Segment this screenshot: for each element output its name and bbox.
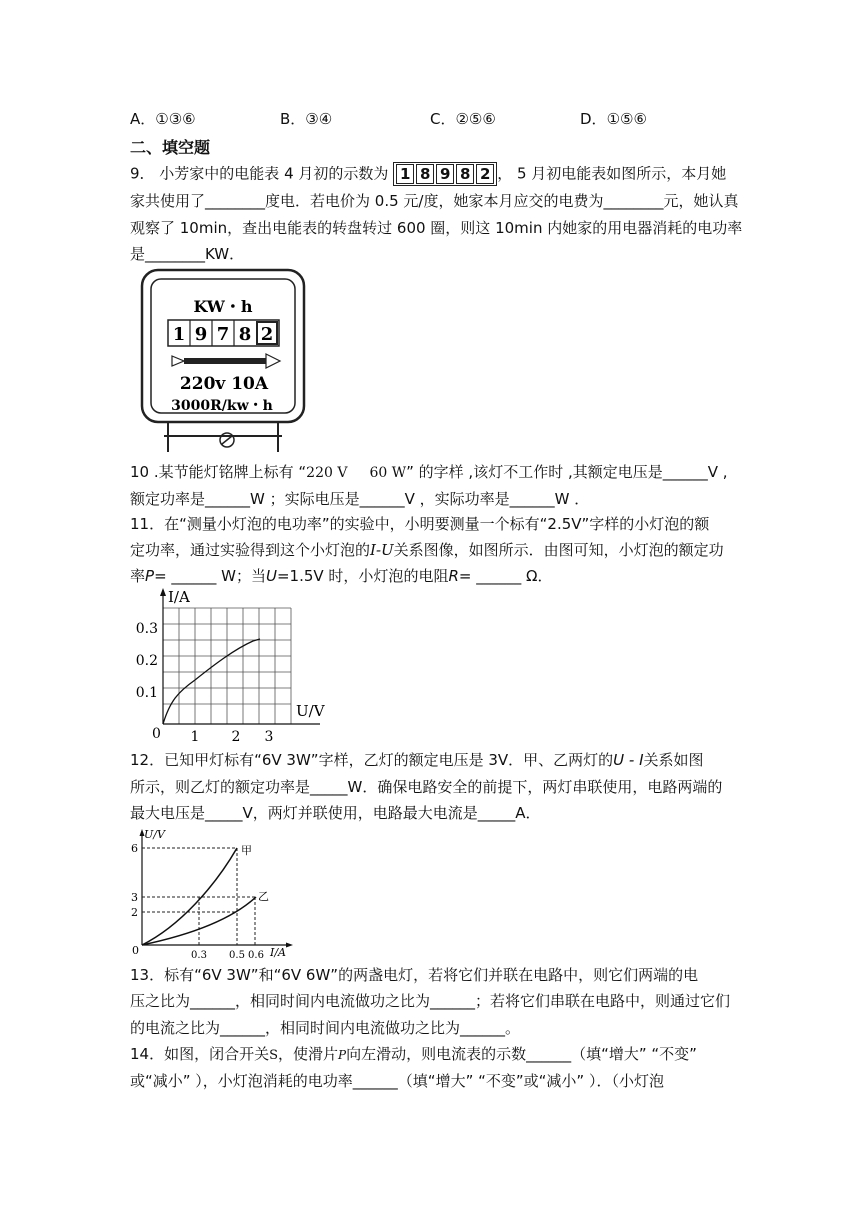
meter-rating: 220v 10A xyxy=(179,374,269,394)
option-a: A．①③⑥ xyxy=(130,110,196,128)
chart-iu-xtick: 2 xyxy=(231,729,241,744)
option-d: D．①⑤⑥ xyxy=(580,110,647,128)
meter-digit-4: 8 xyxy=(238,324,252,345)
q9-line1: 9． 小芳家中的电能表 4 月初的示数为 1 8 9 8 2 ， 5 月初电能表如图所示，本月她 xyxy=(130,162,726,186)
chart-iu-origin: 0 xyxy=(152,726,161,742)
chart-ui-origin: 0 xyxy=(132,944,139,957)
chart-iu-xtick: 1 xyxy=(190,729,200,744)
april-meter-reading: 1 8 9 8 2 xyxy=(393,162,497,186)
meter-disc-arrow xyxy=(172,354,280,368)
chart-ui-ytick: 6 xyxy=(131,842,138,855)
chart-ui-series-jia: 甲 xyxy=(241,844,252,857)
q11-line1: 11．在“测量小灯泡的电功率”的实验中，小明要测量一个标有“2.5V”字样的小灯泡的额 xyxy=(130,515,710,533)
meter-digit-5: 2 xyxy=(260,324,274,345)
q12-line1: 12．已知甲灯标有“6V 3W”字样，乙灯的额定电压是 3V．甲、乙两灯的U - I关系如图 xyxy=(130,751,704,769)
chart-ui-xtick: 0.5 xyxy=(229,950,245,961)
chart-iu-xlabel: U/V xyxy=(296,702,325,720)
chart-ui xyxy=(130,826,300,962)
chart-ui-ytick: 2 xyxy=(131,906,138,919)
chart-ui-xlabel: I/A xyxy=(270,946,286,959)
chart-ui-xtick: 0.6 xyxy=(248,950,264,961)
meter-digits xyxy=(168,320,279,346)
q13-line3: 的电流之比为______，相同时间内电流做功之比为______。 xyxy=(130,1019,521,1037)
meter-digit-1: 1 xyxy=(172,324,186,345)
q10-line1: 10 .某节能灯铭牌上标有 “220 V 60 W” 的字样 ,该灯不工作时 ,其额定电压是______V , xyxy=(130,463,728,481)
chart-ui-guides xyxy=(142,848,255,945)
option-b: B．③④ xyxy=(280,110,333,128)
q9-line4: 是________KW． xyxy=(130,245,245,263)
meter-digit-2: 9 xyxy=(194,324,208,345)
energy-meter-figure xyxy=(140,268,306,454)
q12-line2: 所示，则乙灯的额定功率是_____W．确保电路安全的前提下，两灯串联使用，电路两端的 xyxy=(130,778,723,796)
q14-line2: 或“减小” ），小灯泡消耗的电功率______（填“增大” “不变”或“减小” ）．（小灯泡 xyxy=(130,1072,664,1090)
chart-ui-ylabel: U/V xyxy=(144,828,165,841)
chart-iu-ylabel: I/A xyxy=(168,588,190,606)
chart-ui-xtick: 0.3 xyxy=(191,950,207,961)
meter-constant: 3000R/kw・h xyxy=(171,398,273,414)
q12-line3: 最大电压是_____V，两灯并联使用，电路最大电流是_____A． xyxy=(130,804,541,822)
chart-iu xyxy=(130,586,330,744)
chart-ui-series-yi: 乙 xyxy=(258,890,269,903)
meter-unit: KW・h xyxy=(193,297,253,316)
q13-line1: 13．标有“6V 3W”和“6V 6W”的两盏电灯，若将它们并联在电路中，则它们两端的电 xyxy=(130,966,699,984)
meter-digit-3: 7 xyxy=(216,324,230,345)
q9-line3: 观察了 10min，查出电能表的转盘转过 600 圈，则这 10min 内她家的用电器消耗的电功率 xyxy=(130,219,743,237)
iu-curve xyxy=(163,639,260,724)
q11-line3: 率P= ______ W；当U=1.5V 时，小灯泡的电阻R= ______ Ω． xyxy=(130,567,553,585)
section-title: 二、填空题 xyxy=(130,138,211,157)
q14-line1: 14．如图，闭合开关S，使滑片P向左滑动，则电流表的示数______（填“增大” “不变” xyxy=(130,1045,697,1063)
chart-iu-grid xyxy=(163,608,291,724)
q11-line2: 定功率，通过实验得到这个小灯泡的I-U关系图像，如图所示．由图可知，小灯泡的额定功 xyxy=(130,541,724,559)
chart-iu-xtick: 3 xyxy=(264,729,274,744)
option-c: C．②⑤⑥ xyxy=(430,110,496,128)
q9-line2: 家共使用了________度电．若电价为 0.5 元/度，她家本月应交的电费为________元，她认真 xyxy=(130,192,739,210)
chart-iu-ytick: 0.2 xyxy=(135,653,158,669)
chart-iu-ytick: 0.3 xyxy=(135,621,158,637)
chart-ui-ytick: 3 xyxy=(131,891,138,904)
q10-line2: 额定功率是______W ；实际电压是______V ，实际功率是______W ． xyxy=(130,490,590,508)
chart-iu-ytick: 0.1 xyxy=(135,685,158,701)
q13-line2: 压之比为______，相同时间内电流做功之比为______；若将它们串联在电路中，则通过它们 xyxy=(130,992,731,1010)
